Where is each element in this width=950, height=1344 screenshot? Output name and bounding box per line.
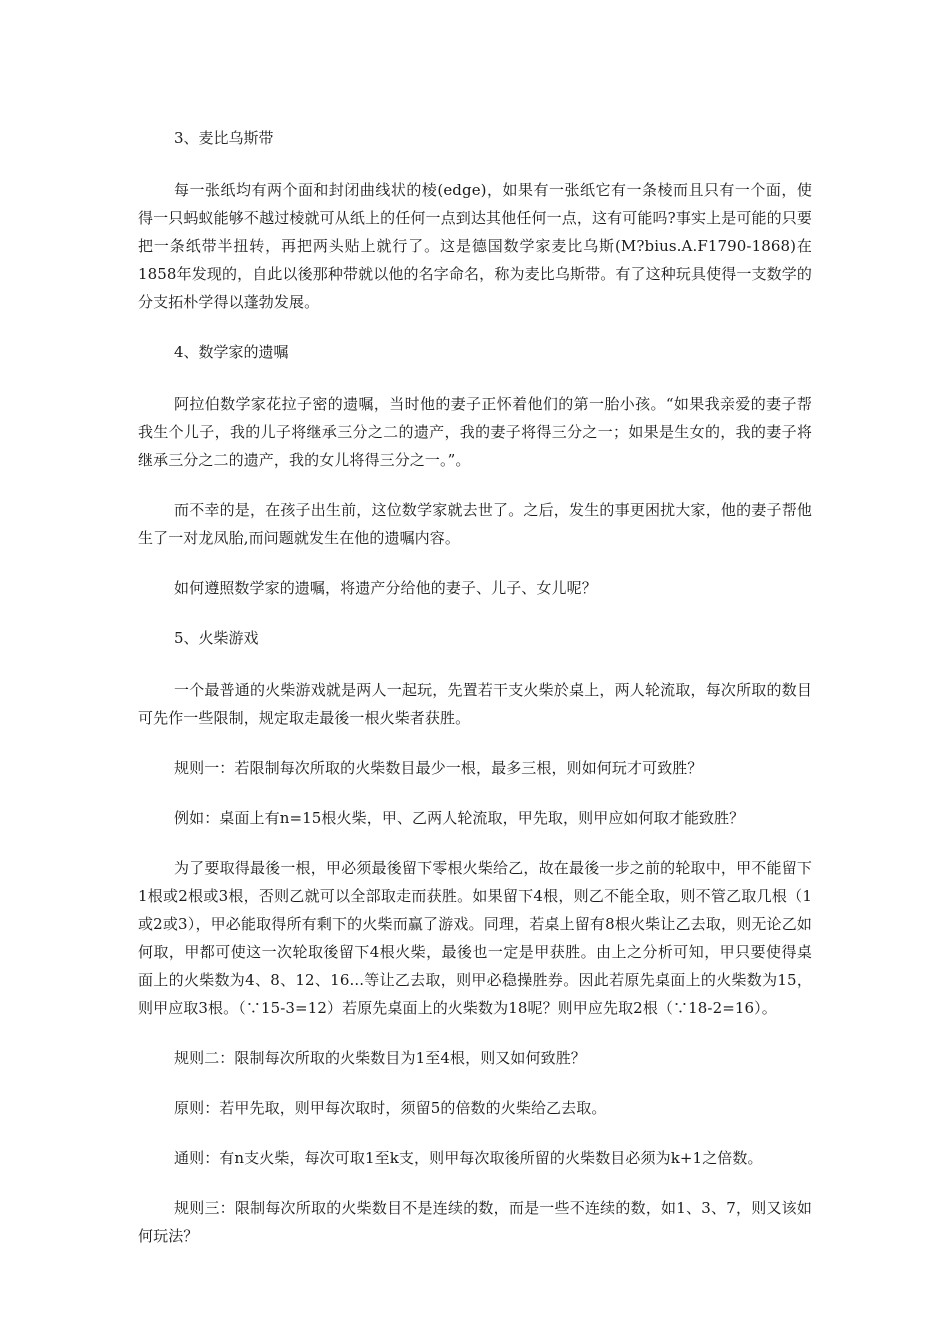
paragraph: 每一张纸均有两个面和封闭曲线状的棱(edge)，如果有一张纸它有一条棱而且只有一个面，使得一只蚂蚁能够不越过棱就可从纸上的任何一点到达其他任何一点，这有可能吗?事实上是可能的只要把一条纸带半扭转，再把两头贴上就行了。这是德国数学家麦比乌斯(M?bius.A.F1790-1868)在1858年发现的，自此以後那种带就以他的名字命名，称为麦比乌斯带。有了这种玩具使得一支数学的分支拓朴学得以蓬勃发展。 — [138, 181, 812, 311]
section-heading: 3、麦比乌斯带 — [174, 129, 274, 147]
section-mobius-strip — [138, 124, 812, 316]
section-match-game — [138, 624, 812, 1250]
paragraph: 规则一：若限制每次所取的火柴数目最少一根，最多三根，则如何玩才可致胜？ — [174, 759, 703, 777]
paragraph: 如何遵照数学家的遗嘱，将遗产分给他的妻子、儿子、女儿呢？ — [174, 579, 597, 597]
paragraph: 规则二：限制每次所取的火柴数目为1至4根，则又如何致胜？ — [174, 1049, 586, 1067]
paragraph: 阿拉伯数学家花拉子密的遗嘱，当时他的妻子正怀着他们的第一胎小孩。“如果我亲爱的妻子帮我生个儿子，我的儿子将继承三分之二的遗产，我的妻子将得三分之一；如果是生女的，我的妻子将继承三分之二的遗产，我的女儿将得三分之一。”。 — [138, 395, 812, 469]
section-mathematician-will — [138, 338, 812, 602]
document-page — [138, 124, 812, 1272]
section-heading: 4、数学家的遗嘱 — [174, 343, 289, 361]
paragraph: 通则：有n支火柴，每次可取1至k支，则甲每次取後所留的火柴数目必须为k+1之倍数。 — [174, 1149, 763, 1167]
paragraph: 为了要取得最後一根，甲必须最後留下零根火柴给乙，故在最後一步之前的轮取中，甲不能留下1根或2根或3根，否则乙就可以全部取走而获胜。如果留下4根，则乙不能全取，则不管乙取几根（1或2或3），甲必能取得所有剩下的火柴而赢了游戏。同理，若桌上留有8根火柴让乙去取，则无论乙如何取，甲都可使这一次轮取後留下4根火柴，最後也一定是甲获胜。由上之分析可知，甲只要使得桌面上的火柴数为4、8、12、16...等让乙去取，则甲必稳操胜券。因此若原先桌面上的火柴数为15，则甲应取3根。（∵15-3=12）若原先桌面上的火柴数为18呢？则甲应先取2根（∵18-2=16）。 — [138, 859, 812, 1017]
section-heading: 5、火柴游戏 — [174, 629, 259, 647]
paragraph: 规则三：限制每次所取的火柴数目不是连续的数，而是一些不连续的数，如1、3、7，则又该如何玩法？ — [138, 1199, 812, 1245]
paragraph: 一个最普通的火柴游戏就是两人一起玩，先置若干支火柴於桌上，两人轮流取，每次所取的数目可先作一些限制，规定取走最後一根火柴者获胜。 — [138, 681, 812, 727]
paragraph: 原则：若甲先取，则甲每次取时，须留5的倍数的火柴给乙去取。 — [174, 1099, 607, 1117]
paragraph: 而不幸的是，在孩子出生前，这位数学家就去世了。之后，发生的事更困扰大家，他的妻子帮他生了一对龙凤胎,而问题就发生在他的遗嘱内容。 — [138, 501, 812, 547]
paragraph: 例如：桌面上有n=15根火柴，甲、乙两人轮流取，甲先取，则甲应如何取才能致胜？ — [174, 809, 745, 827]
